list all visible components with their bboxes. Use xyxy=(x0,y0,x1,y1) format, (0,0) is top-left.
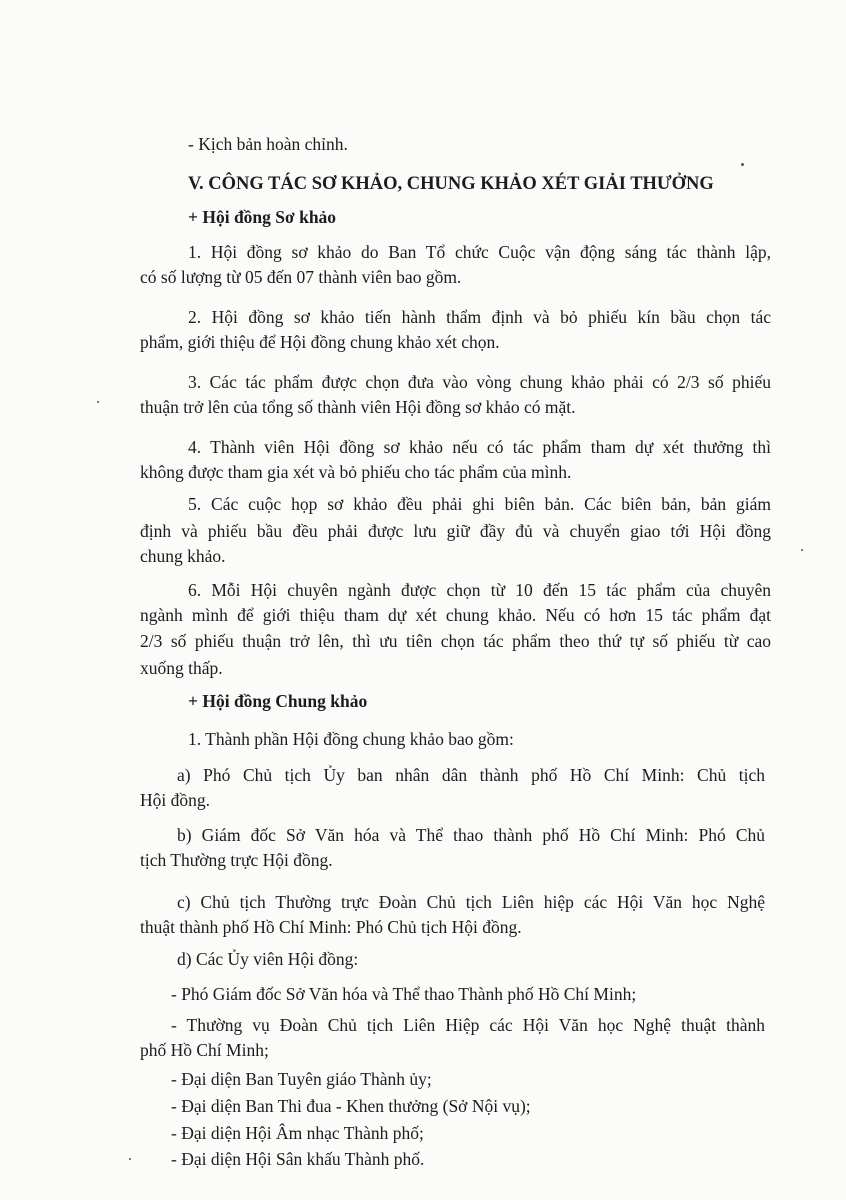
scan-speck xyxy=(97,401,99,403)
preliminary-item-5-line-3: chung khảo. xyxy=(140,546,226,566)
member-item: - Đại diện Hội Âm nhạc Thành phố; xyxy=(171,1123,424,1143)
preliminary-item-1-line-1: 1. Hội đồng sơ khảo do Ban Tổ chức Cuộc vận động sáng tác thành lập, xyxy=(188,242,771,262)
scan-speck xyxy=(801,549,803,551)
preliminary-item-2-line-2: phẩm, giới thiệu để Hội đồng chung khảo xét chọn. xyxy=(140,332,500,352)
final-item-c-line-2: thuật thành phố Hồ Chí Minh: Phó Chủ tịch Hội đồng. xyxy=(140,917,522,937)
preliminary-item-4-line-1: 4. Thành viên Hội đồng sơ khảo nếu có tác phẩm tham dự xét thưởng thì xyxy=(188,437,771,457)
preliminary-item-6-line-3: 2/3 số phiếu thuận trở lên, thì ưu tiên chọn tác phẩm theo thứ tự số phiếu từ cao xyxy=(140,631,771,651)
preliminary-item-3-line-1: 3. Các tác phẩm được chọn đưa vào vòng chung khảo phải có 2/3 số phiếu xyxy=(188,372,771,392)
member-item: - Thường vụ Đoàn Chủ tịch Liên Hiệp các Hội Văn học Nghệ thuật thành xyxy=(171,1015,765,1035)
preliminary-item-5-line-1: 5. Các cuộc họp sơ khảo đều phải ghi biên bản. Các biên bản, bản giám xyxy=(188,494,771,514)
scan-speck xyxy=(741,163,744,166)
final-item-a-line-1: a) Phó Chủ tịch Ủy ban nhân dân thành phố Hồ Chí Minh: Chủ tịch xyxy=(177,765,765,785)
preliminary-item-6-line-2: ngành mình để giới thiệu tham dự xét chung khảo. Nếu có hơn 15 tác phẩm đạt xyxy=(140,605,771,625)
final-item-c-line-1: c) Chủ tịch Thường trực Đoàn Chủ tịch Liên hiệp các Hội Văn học Nghệ xyxy=(177,892,765,912)
preliminary-item-2-line-1: 2. Hội đồng sơ khảo tiến hành thẩm định và bỏ phiếu kín bầu chọn tác xyxy=(188,307,771,327)
section-heading: V. CÔNG TÁC SƠ KHẢO, CHUNG KHẢO XÉT GIẢI THƯỞNG xyxy=(188,174,714,194)
member-item: - Phó Giám đốc Sở Văn hóa và Thể thao Thành phố Hồ Chí Minh; xyxy=(171,984,637,1004)
member-item-continuation: phố Hồ Chí Minh; xyxy=(140,1040,269,1060)
final-item-b-line-2: tịch Thường trực Hội đồng. xyxy=(140,850,333,870)
preliminary-item-1-line-2: có số lượng từ 05 đến 07 thành viên bao gồm. xyxy=(140,267,462,287)
intro-list-item: - Kịch bản hoàn chỉnh. xyxy=(188,134,348,154)
member-item: - Đại diện Ban Thi đua - Khen thưởng (Sở Nội vụ); xyxy=(171,1096,531,1116)
preliminary-council-heading: + Hội đồng Sơ khảo xyxy=(188,207,337,227)
preliminary-item-6-line-4: xuống thấp. xyxy=(140,658,223,678)
final-item-1: 1. Thành phần Hội đồng chung khảo bao gồm: xyxy=(188,729,514,749)
preliminary-item-6-line-1: 6. Mỗi Hội chuyên ngành được chọn từ 10 đến 15 tác phẩm của chuyên xyxy=(188,580,771,600)
preliminary-item-3-line-2: thuận trở lên của tổng số thành viên Hội đồng sơ khảo có mặt. xyxy=(140,397,576,417)
scan-speck xyxy=(129,1158,131,1160)
member-item: - Đại diện Hội Sân khấu Thành phố. xyxy=(171,1149,425,1169)
member-item: - Đại diện Ban Tuyên giáo Thành ủy; xyxy=(171,1069,432,1089)
final-item-a-line-2: Hội đồng. xyxy=(140,790,210,810)
preliminary-item-5-line-2: định và phiếu bầu đều phải được lưu giữ đầy đủ và chuyển giao tới Hội đồng xyxy=(140,521,771,541)
preliminary-item-4-line-2: không được tham gia xét và bỏ phiếu cho tác phẩm của mình. xyxy=(140,462,572,482)
final-item-b-line-1: b) Giám đốc Sở Văn hóa và Thể thao thành phố Hồ Chí Minh: Phó Chủ xyxy=(177,825,765,845)
final-item-d: d) Các Ủy viên Hội đồng: xyxy=(177,949,359,969)
final-council-heading: + Hội đồng Chung khảo xyxy=(188,691,368,711)
